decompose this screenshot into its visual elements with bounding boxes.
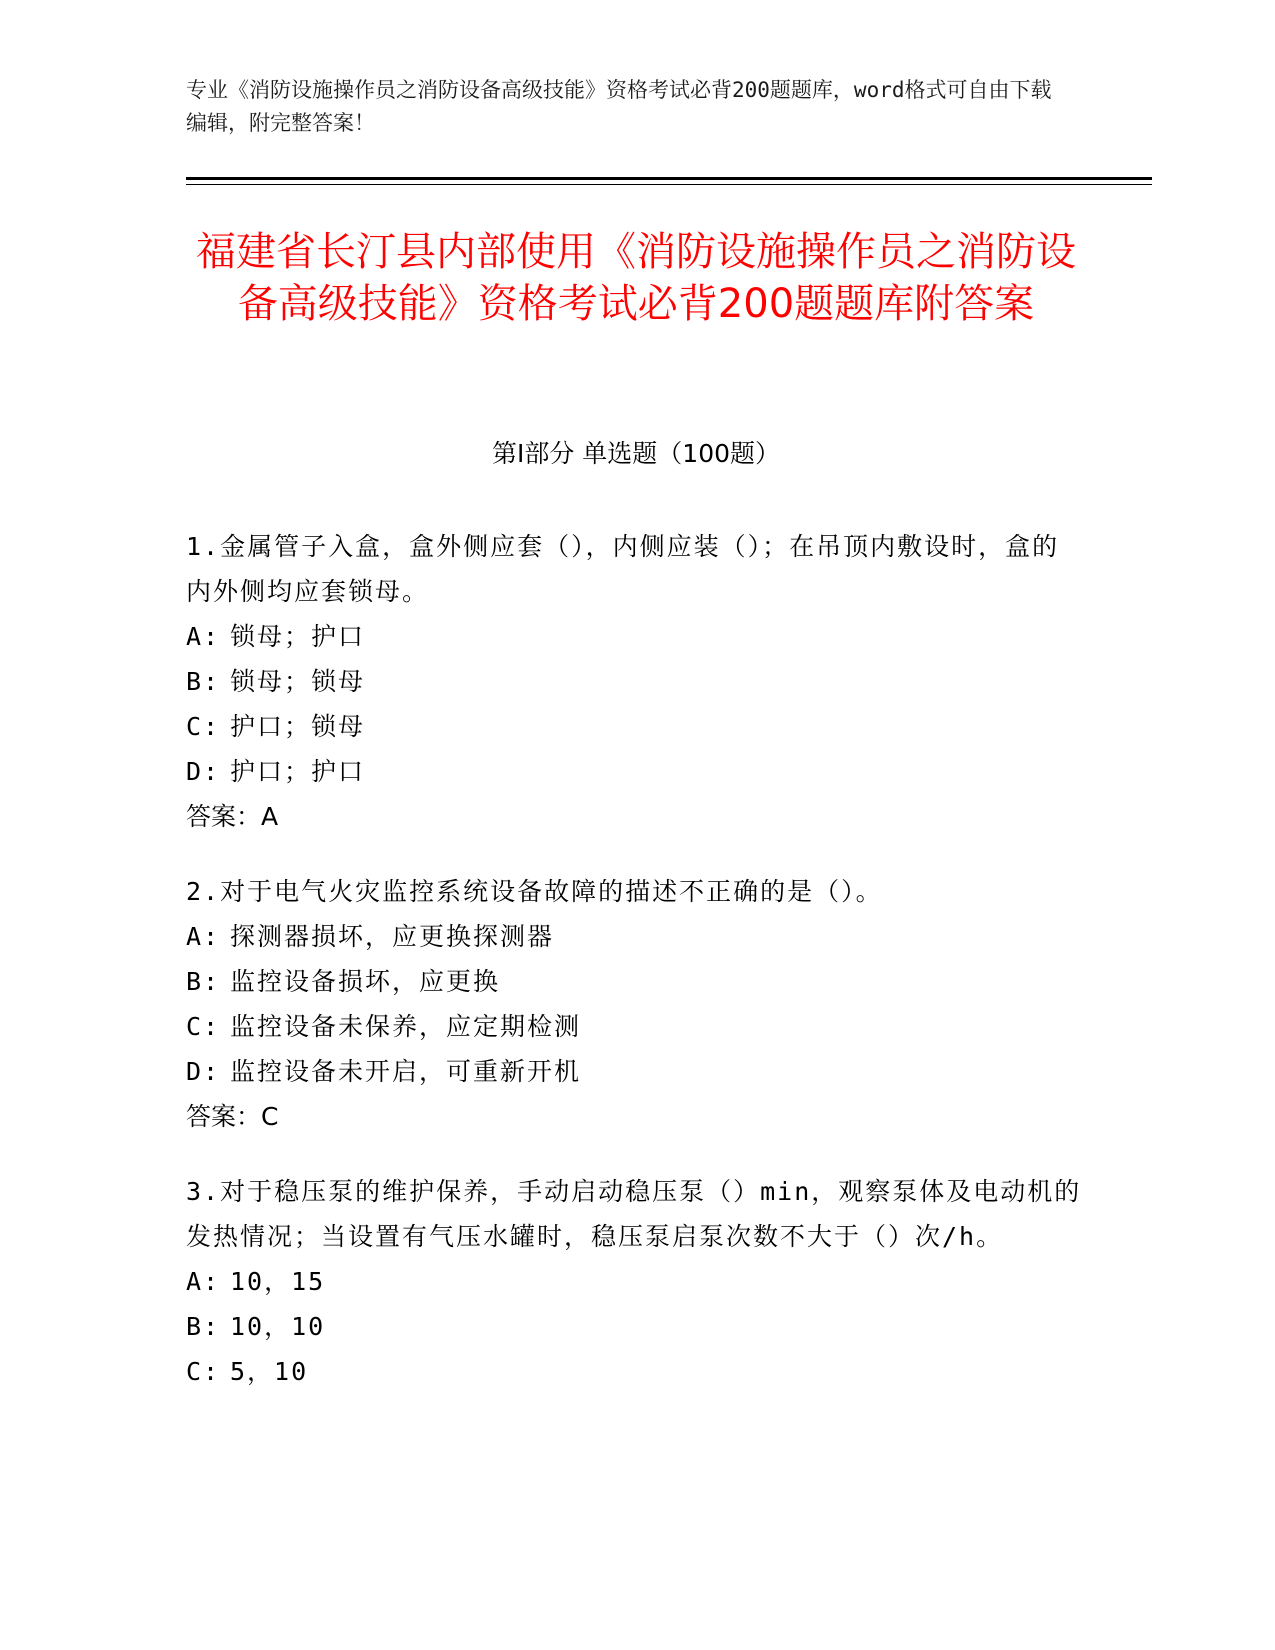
option-text: 护口；护口 (230, 757, 366, 786)
option-text: 监控设备未开启，可重新开机 (230, 1057, 582, 1086)
option-b (186, 659, 1086, 704)
question-1 (186, 524, 1086, 839)
section-heading: 第Ⅰ部分 单选题（100题） (491, 439, 781, 468)
option-a (186, 1259, 1086, 1304)
question-stem: 3.对于稳压泵的维护保养，手动启动稳压泵（）min，观察泵体及电动机的发热情况；当设置有气压水罐时，稳压泵启泵次数不大于（）次/h。 (186, 1177, 1082, 1251)
option-c (186, 1349, 1086, 1394)
header-note: 专业《消防设施操作员之消防设备高级技能》资格考试必背200题题库，word格式可自由下载编辑，附完整答案！ (186, 78, 1052, 135)
option-letter: D: (186, 1057, 221, 1086)
option-letter: A: (186, 922, 221, 951)
option-c (186, 704, 1086, 749)
option-letter: B: (186, 967, 221, 996)
option-d (186, 1049, 1086, 1094)
option-text: 10，15 (230, 1267, 326, 1296)
option-text: 锁母；锁母 (230, 667, 366, 696)
option-b (186, 959, 1086, 1004)
option-letter: C: (186, 1357, 221, 1386)
option-a (186, 914, 1086, 959)
question-stem: 1.金属管子入盒，盒外侧应套（），内侧应装（）；在吊顶内敷设时，盒的内外侧均应套锁母。 (186, 532, 1060, 606)
option-letter: B: (186, 1312, 221, 1341)
option-a (186, 614, 1086, 659)
option-text: 监控设备损坏，应更换 (230, 967, 501, 996)
question-3 (186, 1169, 1086, 1394)
header-rule-thick (186, 177, 1152, 180)
option-text: 锁母；护口 (230, 622, 366, 651)
option-letter: C: (186, 1012, 221, 1041)
document-title: 福建省长汀县内部使用《消防设施操作员之消防设备高级技能》资格考试必背200题题库附答案 (196, 229, 1076, 327)
option-text: 5，10 (230, 1357, 309, 1386)
option-letter: D: (186, 757, 221, 786)
answer-label: 答案：C (186, 1102, 279, 1131)
option-c (186, 1004, 1086, 1049)
option-letter: C: (186, 712, 221, 741)
option-letter: A: (186, 622, 221, 651)
option-text: 护口；锁母 (230, 712, 366, 741)
option-letter: B: (186, 667, 221, 696)
option-letter: A: (186, 1267, 221, 1296)
question-2 (186, 869, 1086, 1139)
option-b (186, 1304, 1086, 1349)
option-text: 监控设备未保养，应定期检测 (230, 1012, 582, 1041)
header-rule-thin (186, 184, 1152, 185)
question-list (186, 524, 1086, 1424)
option-text: 探测器损坏，应更换探测器 (230, 922, 555, 951)
question-stem: 2.对于电气火灾监控系统设备故障的描述不正确的是（）。 (186, 877, 883, 906)
option-text: 10，10 (230, 1312, 326, 1341)
answer-label: 答案：A (186, 802, 279, 831)
option-d (186, 749, 1086, 794)
